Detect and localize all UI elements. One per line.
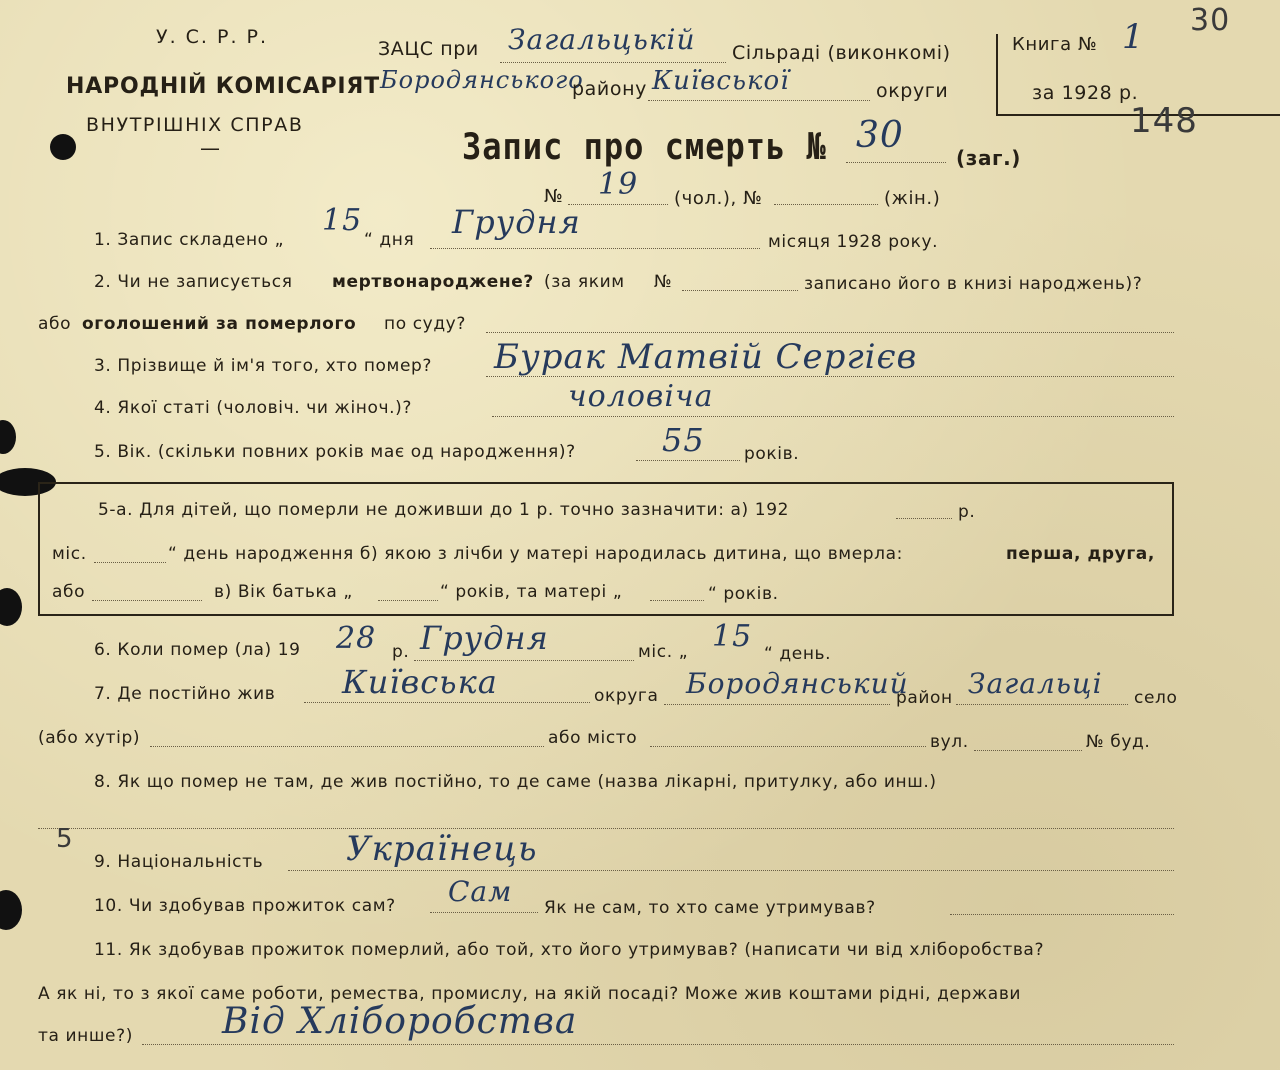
field-2-court: по суду? (384, 314, 466, 334)
field-6-label: 6. Коли помер (ла) 19 (94, 640, 301, 660)
field-2-court-line (486, 332, 1174, 333)
field-1-day-label: “ дня (364, 230, 415, 250)
field-5a-order: перша, друга, (1006, 544, 1155, 564)
council-line (500, 62, 726, 63)
field-3-line (486, 376, 1174, 377)
raion-handwritten: Бородянського (380, 66, 584, 94)
margin-mark: 5 (56, 824, 74, 854)
male-label: (чол.), № (674, 188, 763, 209)
field-5a-mother-age: “ років, та матері „ (440, 582, 623, 602)
book-label: Книга № (1012, 34, 1098, 55)
field-2-which: (за яким (544, 272, 625, 292)
zag-label: (заг.) (956, 146, 1022, 170)
male-number-handwritten: 19 (598, 167, 639, 202)
field-7-village-label: село (1134, 688, 1178, 708)
no-label: № (544, 186, 564, 207)
field-11-line (142, 1044, 1174, 1045)
field-6-month-line (414, 660, 634, 661)
ussr-label: У. С. Р. Р. (156, 26, 269, 48)
field-5a-line-1: 5-а. Для дітей, що померли не доживши до 1 р. точно зазначити: а) 192 (98, 500, 790, 520)
okruga-line (648, 100, 870, 101)
field-11-line-2: А як ні, то з якої саме роботи, ремества, промислу, на якій посаді? Може жив коштами рідні, держави (38, 984, 1022, 1004)
field-7-khutir: (або хутір) (38, 728, 141, 748)
death-day-handwritten: 15 (712, 619, 753, 654)
field-8-label: 8. Як що помер не там, де жив постійно, то де саме (назва лікарні, притулку, або инш.) (94, 772, 937, 792)
field-2-births: записано його в книзі народжень)? (804, 274, 1143, 294)
raion-label: району (572, 78, 647, 100)
deceased-name-handwritten: Бурак Матвій Сергієв (494, 337, 918, 377)
record-number-handwritten: 30 (856, 115, 904, 156)
corner-number-top: 30 (1190, 3, 1231, 38)
header-dash: — (200, 136, 221, 160)
field-7-raion-label: район (896, 688, 953, 708)
field-5a-line-2: “ день народження б) якою з лічби у матері народилась дитина, що вмерла: (168, 544, 903, 564)
field-7-city-line (650, 746, 926, 747)
field-5a-or-line (92, 600, 202, 601)
field-6-day-label: “ день. (764, 644, 832, 664)
age-handwritten: 55 (662, 421, 705, 459)
field-10-who-line (950, 914, 1174, 915)
okruga-handwritten: Київської (652, 66, 790, 96)
book-number-handwritten: 1 (1122, 17, 1145, 57)
livelihood-self-handwritten: Сам (448, 875, 513, 908)
residence-raion-handwritten: Бородянський (686, 667, 909, 700)
sex-handwritten: чоловіча (568, 379, 714, 414)
field-5a-mother-line (650, 600, 704, 601)
death-month-handwritten: Грудня (420, 619, 549, 657)
field-5-line (636, 460, 740, 461)
field-2-no: № (654, 272, 673, 292)
field-11-line-3: та инше?) (38, 1026, 133, 1046)
field-10-self-line (430, 912, 538, 913)
field-5a-year-suffix: р. (958, 502, 976, 522)
field-10-who: Як не сам, то хто саме утримував? (544, 898, 876, 918)
field-9-label: 9. Національність (94, 852, 264, 872)
field-6-year-suffix: р. (392, 642, 410, 662)
binder-hole (50, 134, 76, 160)
field-2-stillborn: мертвонароджене? (332, 272, 534, 292)
field-4-line (492, 416, 1174, 417)
binder-hole (0, 588, 22, 626)
field-2-or: або (38, 314, 72, 334)
field-5-years: років. (744, 444, 800, 464)
council-handwritten: Загальцькій (508, 23, 696, 56)
field-7-label: 7. Де постійно жив (94, 684, 276, 704)
field-5a-father-line (378, 600, 438, 601)
nationality-handwritten: Українець (346, 829, 538, 869)
council-label: Сільраді (виконкомі) (732, 42, 951, 64)
field-1-year-label: місяця 1928 року. (768, 232, 939, 252)
field-1-day-handwritten: 15 (322, 203, 363, 238)
field-7-city: або місто (548, 728, 638, 748)
field-9-line (288, 870, 1174, 871)
field-5-label: 5. Вік. (скільки повних років має од народження)? (94, 442, 576, 462)
field-7-khutir-line (150, 746, 544, 747)
field-1-month-handwritten: Грудня (452, 203, 581, 241)
field-8-line (38, 828, 1174, 829)
field-7-street-line (974, 750, 1082, 751)
field-1-label: 1. Запис складено „ (94, 230, 285, 250)
residence-okruga-handwritten: Київська (342, 663, 498, 701)
field-7-street: вул. (930, 732, 969, 752)
field-2-line (682, 290, 798, 291)
book-year-label: за 1928 р. (1032, 82, 1139, 104)
male-number-line (568, 204, 668, 205)
zags-label: ЗАЦС при (378, 38, 479, 60)
field-4-label: 4. Якої статі (чоловіч. чи жіноч.)? (94, 398, 413, 418)
internal-affairs-label: ВНУТРІШНІХ СПРАВ (86, 114, 304, 136)
commissariat-label: НАРОДНІЙ КОМІСАРІЯТ (66, 74, 380, 99)
field-7-raion-line (664, 704, 890, 705)
binder-hole (0, 890, 22, 930)
field-5a-or: або (52, 582, 86, 602)
binder-hole (0, 420, 16, 454)
field-1-month-line (430, 248, 760, 249)
livelihood-handwritten: Від Хліборобства (222, 1001, 578, 1042)
field-5a-year-line (896, 518, 952, 519)
female-number-line (774, 204, 878, 205)
field-2-declared: оголошений за померлого (82, 314, 357, 334)
record-title: Запис про смерть № (462, 124, 827, 169)
field-2-label: 2. Чи не записується (94, 272, 293, 292)
field-5a-father-age: в) Вік батька „ (214, 582, 353, 602)
field-7-building: № буд. (1086, 732, 1151, 752)
corner-number-bottom: 148 (1130, 101, 1198, 141)
field-10-label: 10. Чи здобував прожиток сам? (94, 896, 396, 916)
field-6-month-label: міс. „ (638, 642, 689, 662)
field-11-line-1: 11. Як здобував прожиток померлий, або той, хто його утримував? (написати чи від хліборобства? (94, 940, 1045, 960)
field-5a-month-line (94, 562, 166, 563)
field-3-label: 3. Прізвище й ім'я того, хто помер? (94, 356, 433, 376)
female-label: (жін.) (884, 188, 941, 209)
okruga-label: округи (876, 80, 949, 102)
residence-village-handwritten: Загальці (968, 667, 1103, 700)
death-year-handwritten: 28 (336, 621, 377, 656)
field-7-okruga-line (304, 702, 590, 703)
field-7-village-line (956, 704, 1128, 705)
record-number-line (846, 162, 946, 163)
field-5a-month: міс. (52, 544, 87, 564)
field-5a-years: “ років. (708, 584, 779, 604)
field-7-okruga-label: округа (594, 686, 659, 706)
